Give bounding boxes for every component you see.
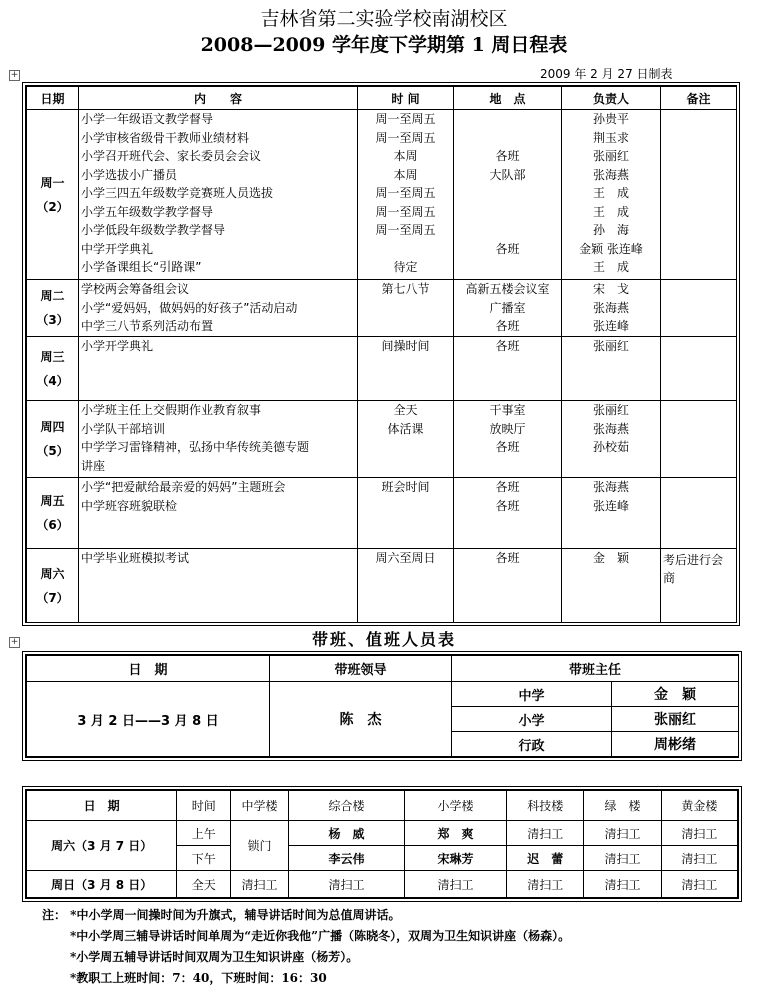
schedule-line: 放映厅 — [489, 421, 526, 436]
schedule-line — [456, 457, 559, 476]
clean-sat-label: 周六（3 月 7 日） — [27, 821, 177, 871]
schedule-line: 中学三八节系列活动布置 — [81, 319, 214, 333]
clean-cell: 宋琳芳 — [405, 846, 507, 871]
duty-table — [26, 655, 739, 757]
schedule-line — [456, 221, 559, 240]
schedule-line: 周一至周五 — [375, 130, 436, 145]
cleaning-frame — [22, 786, 742, 902]
owner-cell — [562, 549, 661, 623]
day-row-fri — [27, 478, 737, 549]
schedule-line: 中学学习雷锋精神，弘扬中华传统美德专题 — [81, 440, 310, 454]
document-subtitle: 2008—2009 学年度下学期第 1 周日程表 — [200, 34, 568, 56]
schedule-line: 王 成 — [592, 204, 629, 219]
clean-cell: 清扫工 — [507, 871, 584, 898]
schedule-line: 张连峰 — [592, 498, 629, 513]
owner-cell — [562, 401, 661, 478]
schedule-line: 中学开学典礼 — [81, 241, 154, 256]
clean-cell: 清扫工 — [405, 871, 507, 898]
schedule-line: 荆玉求 — [592, 130, 629, 145]
schedule-line: 全天 — [393, 403, 418, 417]
schedule-line: 小学一年级语文教学督导 — [81, 112, 214, 126]
day-cell: 周三 （4） — [27, 337, 79, 401]
schedule-line: 周一至周五 — [375, 112, 436, 126]
schedule-line: 第七八节 — [381, 282, 430, 296]
clean-cell: 清扫工 — [507, 821, 584, 846]
duty-col-head: 带班主任 — [452, 656, 739, 682]
schedule-line — [456, 110, 559, 129]
duty-title: 带班、值班人员表 — [311, 630, 456, 649]
clean-cell: 清扫工 — [231, 871, 289, 898]
owner-cell — [562, 280, 661, 337]
schedule-line: 小学备课组长“引路课” — [81, 260, 202, 274]
duty-group: 行政 — [452, 732, 612, 757]
schedule-line: 中学班容班貌联检 — [81, 498, 178, 513]
clean-cell: 清扫工 — [584, 846, 661, 871]
schedule-line: 张海燕 — [592, 480, 629, 494]
place-cell — [454, 337, 562, 401]
schedule-line: 周六至周日 — [375, 551, 436, 565]
schedule-line: 各班 — [495, 440, 520, 454]
schedule-line: 小学“爱妈妈，做妈妈的好孩子”活动启动 — [81, 300, 298, 315]
clean-cell: 清扫工 — [289, 871, 405, 898]
clean-col-xiao: 小学楼 — [405, 791, 507, 821]
day-cell: 周五 （6） — [27, 478, 79, 549]
schedule-line: 学校两会筹备组会议 — [81, 282, 190, 296]
duty-col-date: 日 期 — [27, 656, 270, 682]
schedule-line: 宋 戈 — [592, 282, 629, 296]
col-note: 备注 — [661, 87, 737, 110]
schedule-line: 周一至周五 — [375, 204, 436, 219]
clean-col-date: 日 期 — [27, 791, 177, 821]
place-cell — [454, 401, 562, 478]
schedule-line: 各班 — [495, 498, 520, 513]
clean-col-time: 时间 — [177, 791, 231, 821]
schedule-line: 小学低段年级数学教学督导 — [81, 223, 226, 237]
clean-col-zonghe: 综合楼 — [289, 791, 405, 821]
table-move-handle[interactable]: + — [10, 70, 19, 80]
place-cell — [454, 280, 562, 337]
content-cell — [79, 401, 358, 478]
schedule-line — [456, 258, 559, 277]
schedule-line: 间操时间 — [381, 339, 430, 353]
schedule-line: 本周 — [393, 167, 418, 182]
schedule-line: 小学召开班代会、家长委员会会议 — [81, 149, 262, 163]
day-row-sat — [27, 549, 737, 623]
schedule-line — [456, 129, 559, 148]
clean-cell: 清扫工 — [584, 871, 661, 898]
schedule-line — [456, 184, 559, 203]
clean-cell: 上午 — [177, 821, 231, 846]
note-cell — [661, 401, 737, 478]
schedule-line: 广播室 — [489, 300, 526, 315]
schedule-line: 周一至周五 — [375, 186, 436, 200]
schedule-line: 各班 — [495, 319, 520, 333]
schedule-line: 班会时间 — [381, 480, 430, 494]
content-cell — [79, 478, 358, 549]
time-cell — [358, 337, 454, 401]
col-content: 内 容 — [79, 87, 358, 110]
clean-col-lv: 绿 楼 — [584, 791, 661, 821]
document-title: 吉林省第二实验学校南湖校区 — [260, 8, 508, 30]
schedule-line: 张连峰 — [592, 319, 629, 333]
schedule-line: 孙贵平 — [592, 112, 629, 126]
clean-cell: 清扫工 — [661, 846, 737, 871]
clean-col-huangjin: 黄金楼 — [661, 791, 737, 821]
schedule-line: 金颖 张连峰 — [579, 241, 643, 256]
schedule-line: 孙校茹 — [592, 440, 629, 454]
schedule-line: 张丽红 — [592, 149, 629, 163]
duty-date: 3 月 2 日——3 月 8 日 — [27, 682, 270, 757]
schedule-line: 张丽红 — [592, 339, 629, 353]
schedule-line: 小学班主任上交假期作业教育叙事 — [81, 403, 262, 417]
place-cell — [454, 110, 562, 280]
day-row-tue — [27, 280, 737, 337]
table-move-handle[interactable]: + — [10, 637, 19, 647]
schedule-line: 各班 — [495, 149, 520, 163]
schedule-line: 王 成 — [592, 186, 629, 200]
schedule-line: 各班 — [495, 480, 520, 494]
schedule-line — [360, 457, 451, 476]
schedule-line: 本周 — [393, 149, 418, 163]
clean-cell: 下午 — [177, 846, 231, 871]
duty-leader: 陈 杰 — [270, 682, 452, 757]
day-row-wed — [27, 337, 737, 401]
day-cell: 周二 （3） — [27, 280, 79, 337]
schedule-line: 高新五楼会议室 — [465, 282, 550, 296]
clean-cell: 清扫工 — [661, 821, 737, 846]
day-row-mon — [27, 110, 737, 280]
duty-col-leader: 带班领导 — [270, 656, 452, 682]
clean-cell: 清扫工 — [661, 871, 737, 898]
clean-cell: 锁门 — [231, 821, 289, 871]
schedule-line: 张海燕 — [592, 421, 629, 436]
clean-cell: 全天 — [177, 871, 231, 898]
schedule-line: 讲座 — [81, 458, 106, 473]
day-cell: 周一 （2） — [27, 110, 79, 280]
note-cell: 考后进行会商 — [661, 549, 737, 623]
clean-cell: 杨 威 — [289, 821, 405, 846]
schedule-header-row — [27, 87, 737, 110]
note-line: 注： *中小学周一间操时间为升旗式，辅导讲话时间为总值周讲话。 — [42, 908, 401, 922]
duty-frame — [22, 651, 742, 761]
content-cell — [79, 280, 358, 337]
time-cell — [358, 478, 454, 549]
duty-person: 金 颖 — [612, 682, 739, 707]
schedule-line — [360, 438, 451, 457]
clean-cell: 清扫工 — [584, 821, 661, 846]
schedule-line: 张海燕 — [592, 300, 629, 315]
schedule-line: 小学三四五年级数学竞赛班人员选拔 — [81, 186, 274, 200]
schedule-line: 各班 — [495, 551, 520, 565]
schedule-line: 待定 — [393, 260, 418, 274]
note-line: *小学周五辅导讲话时间双周为卫生知识讲座（杨芳）。 — [70, 950, 359, 964]
made-by-date: 2009 年 2 月 27 日制表 — [540, 67, 673, 81]
schedule-frame — [22, 82, 740, 626]
day-cell: 周六 （7） — [27, 549, 79, 623]
schedule-line: 周一至周五 — [375, 223, 436, 237]
time-cell — [358, 401, 454, 478]
note-cell — [661, 478, 737, 549]
col-time: 时 间 — [358, 87, 454, 110]
time-cell — [358, 110, 454, 280]
time-cell — [358, 280, 454, 337]
schedule-line: 小学开学典礼 — [81, 339, 154, 353]
duty-group: 小学 — [452, 707, 612, 732]
schedule-line: 体活课 — [387, 421, 424, 436]
place-cell — [454, 478, 562, 549]
content-cell — [79, 549, 358, 623]
schedule-line: 小学选拔小广播员 — [81, 167, 178, 182]
schedule-line — [360, 317, 451, 336]
notes-block — [42, 905, 570, 989]
duty-group: 中学 — [452, 682, 612, 707]
schedule-line: 金 颖 — [592, 551, 629, 565]
owner-cell — [562, 478, 661, 549]
schedule-line: 中学毕业班模拟考试 — [81, 551, 190, 565]
col-owner: 负责人 — [562, 87, 661, 110]
clean-sun-label: 周日（3 月 8 日） — [27, 871, 177, 898]
note-cell — [661, 280, 737, 337]
schedule-line: 各班 — [495, 241, 520, 256]
duty-person: 周彬绪 — [612, 732, 739, 757]
schedule-line: 各班 — [495, 339, 520, 353]
note-cell — [661, 110, 737, 280]
note-line: *中小学周三辅导讲话时间单周为“走近你我他”广播（陈晓冬），双周为卫生知识讲座（杨森）。 — [70, 929, 571, 943]
content-cell — [79, 110, 358, 280]
schedule-line: 小学队干部培训 — [81, 421, 166, 436]
schedule-line: 张海燕 — [592, 167, 629, 182]
time-cell — [358, 549, 454, 623]
clean-cell: 郑 爽 — [405, 821, 507, 846]
place-cell — [454, 549, 562, 623]
col-place: 地 点 — [454, 87, 562, 110]
clean-col-keji: 科技楼 — [507, 791, 584, 821]
duty-person: 张丽红 — [612, 707, 739, 732]
schedule-line — [360, 299, 451, 318]
schedule-line — [360, 240, 451, 259]
note-line: *教职工上班时间：7：40，下班时间：16：30 — [70, 971, 327, 985]
schedule-table — [26, 86, 737, 623]
owner-cell — [562, 110, 661, 280]
schedule-line — [564, 457, 658, 476]
schedule-line: 孙 海 — [592, 223, 629, 237]
owner-cell — [562, 337, 661, 401]
schedule-line — [456, 203, 559, 222]
clean-col-zhong: 中学楼 — [231, 791, 289, 821]
schedule-line: 小学五年级数学教学督导 — [81, 204, 214, 219]
clean-cell: 迟 蕾 — [507, 846, 584, 871]
day-row-thu — [27, 401, 737, 478]
cleaning-table — [26, 790, 738, 898]
schedule-line: 干事室 — [489, 403, 526, 417]
schedule-line: 小学“把爱献给最亲爱的妈妈”主题班会 — [81, 480, 286, 494]
col-date: 日期 — [27, 87, 79, 110]
note-cell — [661, 337, 737, 401]
schedule-line: 王 成 — [592, 260, 629, 274]
schedule-line: 小学审核省级骨干教师业绩材料 — [81, 130, 250, 145]
schedule-line: 大队部 — [489, 167, 526, 182]
content-cell — [79, 337, 358, 401]
day-cell: 周四 （5） — [27, 401, 79, 478]
schedule-line — [360, 497, 451, 516]
schedule-line: 张丽红 — [592, 403, 629, 417]
clean-cell: 李云伟 — [289, 846, 405, 871]
